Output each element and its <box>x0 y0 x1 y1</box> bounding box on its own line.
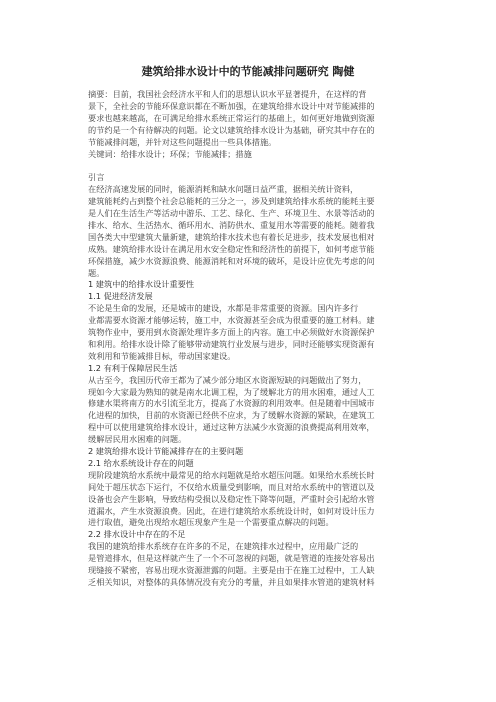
body-line: 节能减排问题，并针对这些问题提出一些具体措施。 <box>88 136 277 147</box>
body-line: 排水、给水、生活热水、循环用水、消防供水、重复用水等需要的能耗。随着我 <box>88 219 375 230</box>
body-line: 1.1 促进经济发展 <box>88 291 153 302</box>
body-line: 是管道排水，但是这样就产生了一个不可忽视的问题，就是管道的连接处容易出 <box>88 553 375 564</box>
body-line: 要求也越来越高，在可满足给排水系统正常运行的基础上，如何更好地做到资源 <box>88 112 375 123</box>
body-line: 间处于超压状态下运行，不仅给水质量受到影响，而且对给水系统中的管道以及 <box>88 481 375 492</box>
body-line: 是人们在生活生产等活动中游乐、工艺、绿化、生产、环境卫生、水景等活动的 <box>88 208 375 218</box>
body-line: 景下，全社会的节能环保意识都在不断加强，在建筑给排水设计中对节能减排的 <box>88 100 375 111</box>
body-line: 进行取值，避免出现给水超压现象产生是一个需要重点解决的问题。 <box>88 517 334 528</box>
body-line: 建筑能耗约占到整个社会总能耗的三分之一，涉及到建筑给排水系统的能耗主要 <box>88 196 375 207</box>
body-line: 现缝接不紧密，容易出现水资源泄露的问题。主要是由于在施工过程中，工人缺 <box>88 565 375 575</box>
page-title: 建筑给排水设计中的节能减排问题研究 陶健 <box>141 65 355 78</box>
body-line: 效利用和节能减排目标，带动国家建设。 <box>88 350 236 361</box>
body-line: 2.2 排水设计中存在的不足 <box>88 529 186 540</box>
body-line: 现阶段建筑给水系统中最常见的给水问题就是给水超压问题。如果给水系统长时 <box>88 469 375 480</box>
body-line: 筑物作业中，要用到水资源处理许多方面上的内容。施工中必须做好水资源保护 <box>88 327 375 337</box>
body-line: 摘要：目前，我国社会经济水平和人们的思想认识水平显著提升，在这样的背 <box>88 89 367 99</box>
body-line: 关键词：给排水设计；环保；节能减排；措施 <box>88 148 252 159</box>
body-line: 题。 <box>88 267 105 278</box>
body-line: 设备也会产生影响，导致结构受损以及稳定性下降等问题，严重时会引起给水管 <box>88 493 375 504</box>
body-line: 从古至今，我国历代帝王都为了减少部分地区水资源短缺的问题做出了努力， <box>88 374 367 385</box>
body-line: 缓解居民用水困难的问题。 <box>88 434 187 445</box>
body-line: 2.1 给水系统设计存在的问题 <box>88 457 194 468</box>
body-line: 业都需要水资源才能够运转，施工中，水资源甚至会成为很重要的施工材料。建 <box>88 315 375 326</box>
body-line: 程中可以使用建筑给排水设计，通过这种方法减少水资源的浪费提高利用效率， <box>88 422 375 433</box>
body-line: 在经济高速发展的同时，能源消耗和缺水问题日益严重，据相关统计资料， <box>88 184 359 195</box>
body-line: 道漏水，产生水资源浪费。因此，在进行建筑给水系统设计时，如何对设计压力 <box>88 505 375 516</box>
body-line: 和利用。给排水设计除了能够带动建筑行业发展与进步，同时还能够实现资源有 <box>88 338 375 349</box>
body-line: 修建水渠将南方的水引流至北方，提高了水资源的利用效率。但是随着中国城市 <box>88 398 375 409</box>
body-line: 1.2 有利于保障居民生活 <box>88 362 178 373</box>
body-line: 1 建筑中的给排水设计重要性 <box>88 279 195 290</box>
body-line: 成熟。建筑给排水设计在满足用水安全稳定性和经济性的前提下，如何考虑节能 <box>88 243 375 254</box>
body-line: 2 建筑给排水设计节能减排存在的主要问题 <box>88 446 244 456</box>
body-line: 引言 <box>88 172 105 183</box>
body-line: 不论是生命的发展，还是城市的建设，水都是非常重要的资源。国内许多行 <box>88 303 359 314</box>
body-line: 现如今大家最为熟知的就是南水北调工程，为了缓解北方的用水困难，通过人工 <box>88 386 375 397</box>
body-line: 我国的建筑给排水系统存在许多的不足，在建筑排水过程中，应用最广泛的 <box>88 541 359 552</box>
body-line: 环保措施，减少水资源浪费、能源消耗和对环境的破坏，是设计应优先考虑的问 <box>88 255 375 266</box>
body-line: 的节约是一个有待解决的问题。论文以建筑给排水设计为基础，研究其中存在的 <box>88 124 375 135</box>
body-line: 国各类大中型建筑大量新建，建筑给排水技术也有着长足进步，技术发展也相对 <box>88 231 375 242</box>
body-line: 乏相关知识，对整体的具体情况没有充分的考量，并且如果排水管道的建筑材料 <box>88 576 375 587</box>
body-line: 化进程的加快，目前的水资源已经供不应求，为了缓解水资源的紧缺，在建筑工 <box>88 410 375 421</box>
